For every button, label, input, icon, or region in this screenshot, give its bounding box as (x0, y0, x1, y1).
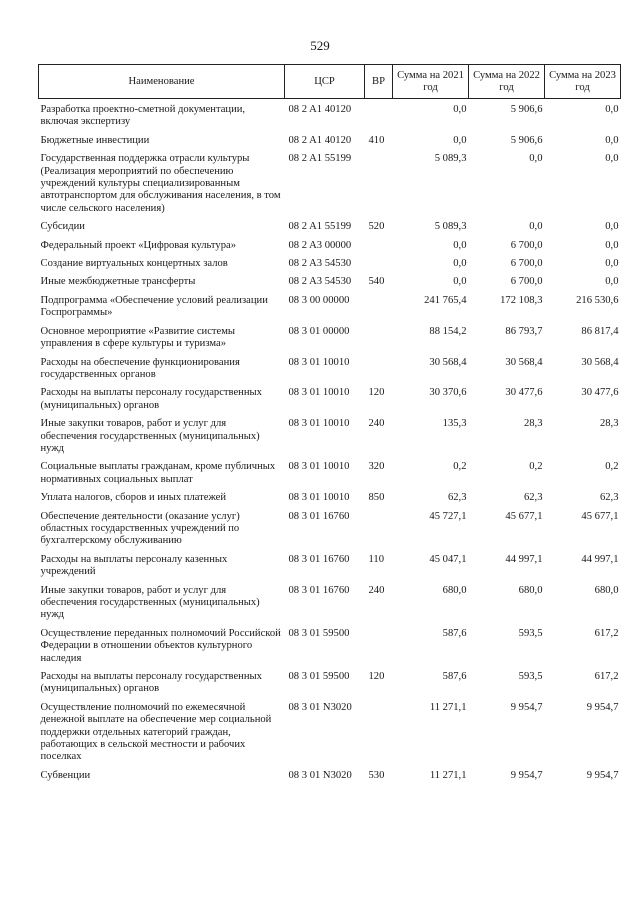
row-sum-2021: 0,2 (453, 461, 467, 473)
row-csr: 08 2 A1 40120 (288, 134, 352, 146)
row-name: Субвенции (40, 769, 91, 781)
table-row (39, 625, 621, 668)
row-sum-2022: 0,2 (529, 461, 543, 473)
row-sum-2023: 9 954,7 (586, 701, 619, 713)
table-row (39, 99, 621, 132)
header-sum-2022: Сумма на 2022 год (469, 65, 545, 99)
row-name: Субсидии (40, 221, 85, 233)
row-sum-2021: 135,3 (442, 418, 467, 430)
row-vr: 240 (368, 418, 385, 430)
row-name: Создание виртуальных концертных залов (40, 258, 228, 270)
row-csr: 08 3 01 16760 (288, 510, 350, 522)
row-sum-2023: 30 568,4 (581, 356, 619, 368)
row-sum-2022: 6 700,0 (510, 258, 543, 270)
row-vr (365, 150, 393, 218)
row-csr: 08 3 01 10010 (288, 387, 350, 399)
row-sum-2021: 5 089,3 (434, 153, 467, 165)
table-row (39, 237, 621, 255)
row-sum-2022: 45 677,1 (505, 510, 543, 522)
row-name: Бюджетные инвестиции (40, 134, 150, 146)
row-name: Осуществление полномочий по ежемесячной денежной выплате на обеспечение мер социальной поддержки отдельных категорий граждан, работающих в сельской местности и рабочих поселках (40, 701, 272, 763)
row-sum-2021: 0,0 (453, 134, 467, 146)
row-sum-2023: 0,0 (605, 258, 619, 270)
row-vr (365, 292, 393, 323)
row-sum-2023: 86 817,4 (581, 325, 619, 337)
table-row (39, 273, 621, 291)
row-sum-2023: 0,0 (605, 134, 619, 146)
row-csr: 08 2 A1 40120 (288, 104, 352, 115)
table-row (39, 132, 621, 150)
row-name: Иные закупки товаров, работ и услуг для обеспечения государственных (муниципальных) нужд (40, 584, 260, 621)
header-csr: ЦСР (285, 65, 365, 99)
table-row (39, 292, 621, 323)
row-sum-2022: 593,5 (518, 627, 543, 639)
table-row (39, 489, 621, 507)
row-sum-2022: 172 108,3 (500, 294, 543, 306)
row-sum-2022: 30 568,4 (505, 356, 543, 368)
row-vr (365, 699, 393, 767)
table-row (39, 323, 621, 354)
row-sum-2022: 30 477,6 (505, 387, 543, 399)
row-sum-2023: 680,0 (594, 584, 619, 596)
row-sum-2022: 28,3 (523, 418, 543, 430)
row-name: Федеральный проект «Цифровая культура» (40, 239, 237, 251)
row-sum-2021: 587,6 (442, 627, 467, 639)
row-sum-2022: 593,5 (518, 671, 543, 683)
table-row (39, 582, 621, 625)
row-csr: 08 3 01 10010 (288, 461, 350, 473)
row-sum-2023: 9 954,7 (586, 769, 619, 781)
table-row (39, 508, 621, 551)
row-sum-2022: 5 906,6 (510, 104, 543, 115)
table-row (39, 699, 621, 767)
row-sum-2023: 0,0 (605, 276, 619, 288)
header-vr: ВР (365, 65, 393, 99)
row-csr: 08 3 01 16760 (288, 584, 350, 596)
row-sum-2021: 0,0 (453, 276, 467, 288)
row-sum-2021: 11 271,1 (429, 769, 467, 781)
row-vr: 240 (368, 584, 385, 596)
row-csr: 08 3 01 59500 (288, 671, 350, 683)
row-sum-2021: 30 370,6 (429, 387, 467, 399)
row-sum-2022: 680,0 (518, 584, 543, 596)
table-row (39, 551, 621, 582)
row-vr: 320 (368, 461, 385, 473)
row-vr (365, 237, 393, 255)
row-csr: 08 3 00 00000 (288, 294, 350, 306)
row-sum-2023: 216 530,6 (576, 294, 619, 306)
row-name: Основное мероприятие «Развитие системы управления в сфере культуры и туризма» (40, 325, 236, 350)
row-name: Расходы на выплаты персоналу казенных учреждений (40, 553, 228, 578)
budget-table (38, 64, 621, 785)
row-sum-2022: 0,0 (529, 221, 543, 233)
row-vr (365, 255, 393, 273)
row-sum-2022: 5 906,6 (510, 134, 543, 146)
row-sum-2022: 9 954,7 (510, 769, 543, 781)
table-body (39, 99, 621, 786)
table-row (39, 384, 621, 415)
row-name: Иные межбюджетные трансферты (40, 276, 196, 288)
row-name: Разработка проектно-сметной документации, включая экспертизу (40, 104, 246, 128)
row-name: Уплата налогов, сборов и иных платежей (40, 492, 227, 504)
row-name: Расходы на обеспечение функционирования государственных органов (40, 356, 240, 380)
row-sum-2023: 0,0 (605, 239, 619, 251)
row-csr: 08 2 A3 54530 (288, 276, 352, 288)
row-sum-2021: 30 568,4 (429, 356, 467, 368)
table-row (39, 668, 621, 699)
row-csr: 08 3 01 16760 (288, 553, 350, 565)
row-csr: 08 3 01 10010 (288, 492, 350, 504)
row-sum-2023: 62,3 (599, 492, 619, 504)
row-vr: 120 (368, 671, 385, 683)
row-sum-2022: 62,3 (523, 492, 543, 504)
row-vr (365, 508, 393, 551)
row-csr: 08 3 01 10010 (288, 418, 350, 430)
row-sum-2021: 45 727,1 (429, 510, 467, 522)
row-vr (365, 354, 393, 385)
row-sum-2022: 44 997,1 (505, 553, 543, 565)
row-vr: 530 (368, 769, 385, 781)
row-sum-2023: 44 997,1 (581, 553, 619, 565)
table-row (39, 255, 621, 273)
header-name: Наименование (39, 65, 285, 99)
row-sum-2023: 30 477,6 (581, 387, 619, 399)
table-row (39, 354, 621, 385)
row-vr: 520 (368, 221, 385, 233)
row-sum-2021: 0,0 (453, 258, 467, 270)
row-sum-2021: 0,0 (453, 239, 467, 251)
row-vr: 120 (368, 387, 385, 399)
row-name: Расходы на выплаты персоналу государственных (муниципальных) органов (40, 387, 262, 411)
row-sum-2021: 88 154,2 (429, 325, 467, 337)
row-name: Государственная поддержка отрасли культуры (Реализация мероприятий по обеспечению учреждений культуры специализированным автотранспортом для обслуживания населения, в том числе сельского населения) (40, 153, 281, 214)
row-sum-2021: 0,0 (453, 104, 467, 115)
row-name: Подпрограмма «Обеспечение условий реализации Госпрограммы» (40, 294, 268, 319)
table-row (39, 458, 621, 489)
table-row (39, 415, 621, 458)
header-sum-2021: Сумма на 2021 год (393, 65, 469, 99)
row-vr: 410 (368, 134, 385, 146)
row-sum-2023: 0,0 (605, 153, 619, 165)
row-vr: 850 (368, 492, 385, 504)
row-csr: 08 3 01 00000 (288, 325, 350, 337)
table-row (39, 150, 621, 218)
row-name: Социальные выплаты гражданам, кроме публичных нормативных социальных выплат (40, 461, 276, 485)
row-sum-2021: 587,6 (442, 671, 467, 683)
row-vr: 110 (368, 553, 384, 565)
row-sum-2023: 45 677,1 (581, 510, 619, 522)
row-sum-2021: 680,0 (442, 584, 467, 596)
row-vr (365, 323, 393, 354)
row-csr: 08 2 A3 54530 (288, 258, 352, 270)
row-sum-2022: 6 700,0 (510, 276, 543, 288)
header-sum-2023: Сумма на 2023 год (545, 65, 621, 99)
page-number: 529 (310, 38, 330, 53)
row-csr: 08 3 01 10010 (288, 356, 350, 368)
row-csr: 08 3 01 N3020 (288, 769, 352, 781)
row-sum-2023: 0,2 (605, 461, 619, 473)
row-vr (365, 625, 393, 668)
row-name: Иные закупки товаров, работ и услуг для обеспечения государственных (муниципальных) нужд (40, 418, 260, 454)
row-csr: 08 3 01 N3020 (288, 701, 352, 713)
row-sum-2021: 45 047,1 (429, 553, 467, 565)
row-name: Осуществление переданных полномочий Российской Федерации в отношении объектов культурного наследия (40, 627, 281, 664)
row-csr: 08 2 A3 00000 (288, 239, 352, 251)
row-sum-2023: 0,0 (605, 221, 619, 233)
row-sum-2023: 617,2 (594, 627, 619, 639)
row-sum-2023: 0,0 (605, 104, 619, 115)
row-sum-2021: 241 765,4 (424, 294, 467, 306)
row-sum-2022: 9 954,7 (510, 701, 543, 713)
row-sum-2022: 0,0 (529, 153, 543, 165)
row-sum-2021: 5 089,3 (434, 221, 467, 233)
row-sum-2021: 11 271,1 (429, 701, 467, 713)
table-row (39, 218, 621, 236)
row-csr: 08 3 01 59500 (288, 627, 350, 639)
row-sum-2023: 617,2 (594, 671, 619, 683)
row-sum-2022: 6 700,0 (510, 239, 543, 251)
row-csr: 08 2 A1 55199 (288, 153, 352, 165)
table-header (39, 65, 621, 99)
row-name: Обеспечение деятельности (оказание услуг) областных государственных учреждений по бухгалтерскому обслуживанию (40, 510, 240, 547)
row-csr: 08 2 A1 55199 (288, 221, 352, 233)
row-vr: 540 (368, 276, 385, 288)
row-sum-2021: 62,3 (447, 492, 467, 504)
row-name: Расходы на выплаты персоналу государственных (муниципальных) органов (40, 671, 262, 695)
row-vr (365, 99, 393, 132)
row-sum-2022: 86 793,7 (505, 325, 543, 337)
table-row (39, 767, 621, 785)
row-sum-2023: 28,3 (599, 418, 619, 430)
